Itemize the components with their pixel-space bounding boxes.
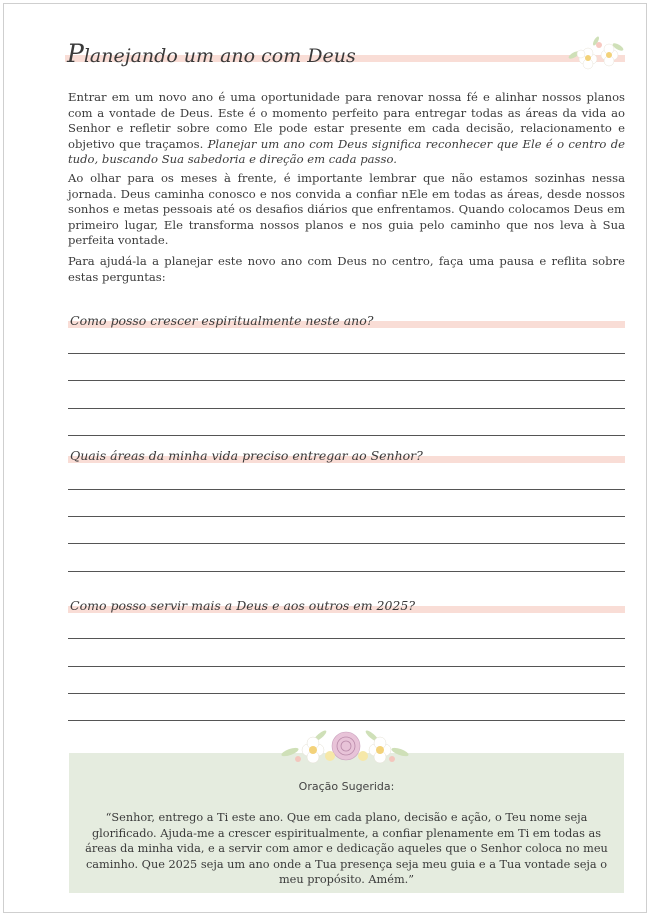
prayer-title: Oração Sugerida: <box>298 780 395 793</box>
answer-line[interactable] <box>68 408 625 409</box>
intro-paragraph-1: Entrar em um novo ano é uma oportunidade para renovar nossa fé e alinhar nossos planos com a vontade de Deus. Este é o momento perfeito para entregar todas as áreas da vida ao Senhor e refletir sobre como Ele pode estar presente em cada decisão, relacionamento e objetivo que traçamos. Planejar um ano com Deus significa reconhecer que Ele é o centro de tudo, buscando Sua sabedoria e direção em cada passo. <box>68 90 626 166</box>
answer-line[interactable] <box>68 693 625 694</box>
page-title <box>65 37 625 67</box>
answer-line[interactable] <box>68 380 625 381</box>
title-text: lanejando um ano com Deus <box>83 45 356 67</box>
answer-line[interactable] <box>68 489 625 490</box>
prayer-text: “Senhor, entrego a Ti este ano. Que em cada plano, decisão e ação, o Teu nome seja glorificado. Ajuda-me a crescer espiritualmente, a confiar plenamente em Ti em todas as áreas da minha vida, e a servir com amor e dedicação aqueles que o Senhor coloca no meu caminho. Que 2025 seja um ano onde a Tua presença seja meu guia e a Tua vontade seja o meu propósito. Amém.” <box>85 811 608 887</box>
prayer-box <box>69 753 624 893</box>
answer-line[interactable] <box>68 516 625 517</box>
answer-line[interactable] <box>68 435 625 436</box>
question-label: Quais áreas da minha vida preciso entregar ao Senhor? <box>70 448 423 463</box>
question-label: Como posso servir mais a Deus e aos outros em 2025? <box>70 598 416 613</box>
answer-line[interactable] <box>68 543 625 544</box>
flower-corner-icon <box>566 33 626 73</box>
answer-line[interactable] <box>68 720 625 721</box>
title-initial: P <box>67 39 84 68</box>
question-2 <box>68 448 625 464</box>
question-label: Como posso crescer espiritualmente neste ano? <box>70 313 374 328</box>
answer-line[interactable] <box>68 571 625 572</box>
answer-line[interactable] <box>68 353 625 354</box>
answer-line[interactable] <box>68 638 625 639</box>
flower-bouquet-icon <box>280 726 410 772</box>
question-3 <box>68 598 625 614</box>
intro-paragraph-2: Ao olhar para os meses à frente, é importante lembrar que não estamos sozinhas nessa jornada. Deus caminha conosco e nos convida a confiar nEle em todas as áreas, desde nossos sonhos e metas pessoais até os desafios diários que enfrentamos. Quando colocamos Deus em primeiro lugar, Ele transforma nossos planos e nos guia pelo caminho que nos leva à Sua perfeita vontade. <box>68 171 625 247</box>
question-1 <box>68 313 625 329</box>
answer-line[interactable] <box>68 666 625 667</box>
intro-paragraph-3: Para ajudá-la a planejar este novo ano com Deus no centro, faça uma pausa e reflita sobre estas perguntas: <box>68 254 625 284</box>
intro-italic-emphasis: Planejar um ano com Deus significa reconhecer que Ele é o centro de tudo, buscando Sua sabedoria e direção em cada passo. <box>68 136 626 166</box>
